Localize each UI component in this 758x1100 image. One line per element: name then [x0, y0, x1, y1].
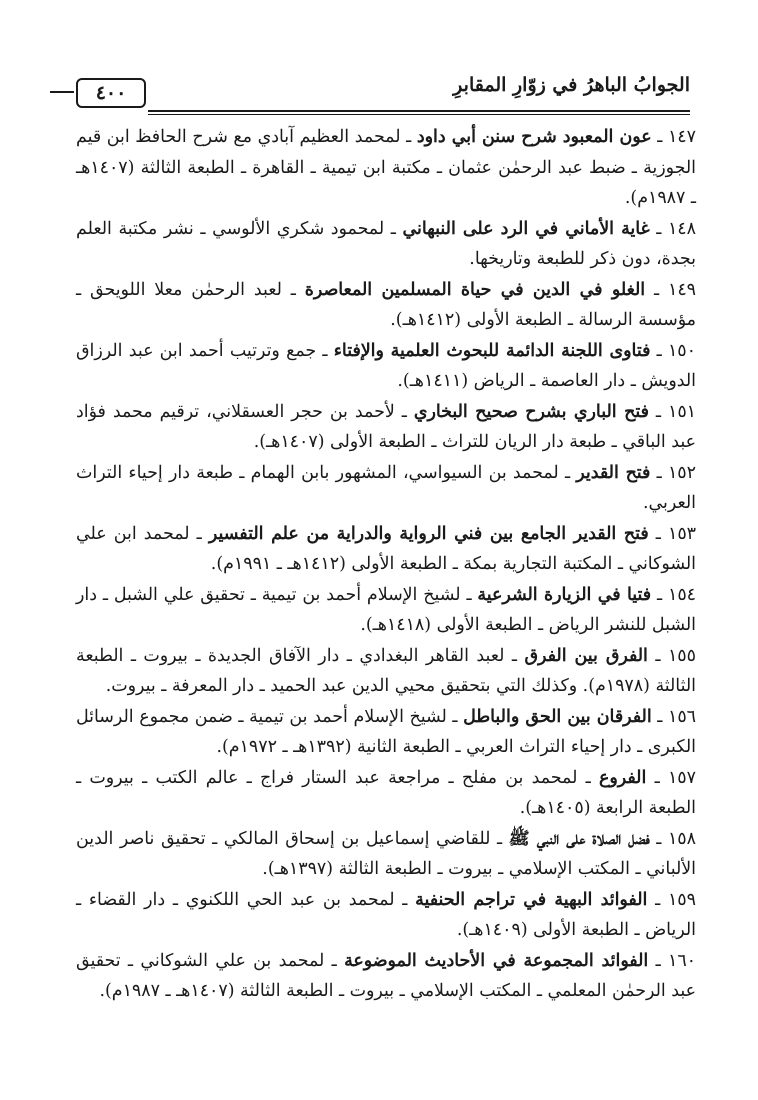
bibliography-entry: ١٥٥ ـ الفرق بين الفرق ـ لعبد القاهر البغدادي ـ دار الآفاق الجديدة ـ بيروت ـ الطبعة الثالثة (١٩٧٨م). وكذلك التي بتحقيق محيي الدين عبد الحميد ـ دار المعرفة ـ بيروت.	[76, 645, 696, 696]
entry-details: لشيخ الإسلام أحمد بن تيمية ـ ضمن مجموع الرسائل الكبرى ـ دار إحياء التراث العربي ـ الطبعة الثانية (١٣٩٢هـ ـ ١٩٧٢م).	[76, 706, 696, 757]
entry-title: فتاوى اللجنة الدائمة للبحوث العلمية والإفتاء	[333, 340, 651, 361]
entry-title: الفرق بين الفرق	[524, 645, 648, 666]
bibliography-entry: ١٦٠ ـ الفوائد المجموعة في الأحاديث الموضوعة ـ لمحمد بن علي الشوكاني ـ تحقيق عبد الرحمٰن المعلمي ـ المكتب الإسلامي ـ بيروت ـ الطبعة الثالثة (١٤٠٧هـ ـ ١٩٨٧م).	[76, 950, 697, 1001]
bibliography-entry: ١٥٩ ـ الفوائد البهية في تراجم الحنفية ـ لمحمد بن عبد الحي اللكنوي ـ دار القضاء ـ الرياض ـ الطبعة الأولى (١٤٠٩هـ).	[76, 889, 696, 940]
entry-number: ١٥٥	[667, 645, 696, 666]
bibliography-entry: ١٥٦ ـ الفرقان بين الحق والباطل ـ لشيخ الإسلام أحمد بن تيمية ـ ضمن مجموع الرسائل الكبرى ـ دار إحياء التراث العربي ـ الطبعة الثانية (١٣٩٢هـ ـ ١٩٧٢م).	[76, 706, 697, 757]
entry-details: لمحمد بن عبد الحي اللكنوي ـ دار القضاء ـ الرياض ـ الطبعة الأولى (١٤٠٩هـ).	[76, 889, 696, 940]
entry-details: لمحمد بن السيواسي، المشهور بابن الهمام ـ طبعة دار إحياء التراث العربي.	[76, 462, 696, 513]
bibliography-entry: ١٤٨ ـ غاية الأماني في الرد على النبهاني ـ لمحمود شكري الألوسي ـ نشر مكتبة العلم بجدة، دون ذكر للطبعة وتاريخها.	[76, 218, 696, 269]
entry-number: ١٥٤	[667, 584, 697, 605]
bibliography-entry: ١٥٧ ـ الفروع ـ لمحمد بن مفلح ـ مراجعة عبد الستار فراج ـ عالم الكتب ـ بيروت ـ الطبعة الرابعة (١٤٠٥هـ).	[76, 767, 696, 818]
page-number: ٤٠٠	[76, 78, 146, 108]
page-header	[58, 72, 690, 112]
entry-details: لمحمود شكري الألوسي ـ نشر مكتبة العلم بجدة، دون ذكر للطبعة وتاريخها.	[76, 218, 696, 269]
entry-details: جمع وترتيب أحمد ابن عبد الرزاق الدويش ـ دار العاصمة ـ الرياض (١٤١١هـ).	[76, 340, 696, 391]
header-rule	[148, 110, 690, 112]
entry-details: للقاضي إسماعيل بن إسحاق المالكي ـ تحقيق ناصر الدين الألباني ـ المكتب الإسلامي ـ بيروت ـ الطبعة الثالثة (١٣٩٧هـ).	[76, 828, 696, 879]
bibliography-entry: ١٥١ ـ فتح الباري بشرح صحيح البخاري ـ لأحمد بن حجر العسقلاني، ترقيم محمد فؤاد عبد الباقي ـ طبعة دار الريان للتراث ـ الطبعة الأولى (١٤٠٧هـ).	[76, 401, 697, 452]
entry-number: ١٥٩	[667, 889, 696, 910]
entry-title: الفرقان بين الحق والباطل	[463, 706, 652, 727]
entry-title: الفوائد البهية في تراجم الحنفية	[415, 889, 648, 910]
entry-details: لشيخ الإسلام أحمد بن تيمية ـ تحقيق علي الشبل ـ دار الشبل للنشر الرياض ـ الطبعة الأولى (١٤١٨هـ).	[76, 584, 696, 635]
entry-title: غاية الأماني في الرد على النبهاني	[402, 218, 650, 239]
entry-number: ١٥٦	[667, 706, 697, 727]
entry-title: فتح الباري بشرح صحيح البخاري	[413, 401, 649, 422]
entry-details: لعبد الرحمٰن معلا اللويحق ـ مؤسسة الرسالة ـ الطبعة الأولى (١٤١٢هـ).	[76, 279, 696, 330]
header-rule-thin	[148, 114, 690, 115]
running-title: الجوابُ الباهرُ في زوّارِ المقابرِ	[453, 74, 690, 96]
entry-number: ١٥١	[667, 401, 697, 422]
bibliography-entry: ١٥٢ ـ فتح القدير ـ لمحمد بن السيواسي، المشهور بابن الهمام ـ طبعة دار إحياء التراث العربي.	[76, 462, 696, 513]
entry-title: الغلو في الدين في حياة المسلمين المعاصرة	[304, 279, 646, 300]
entry-details: لمحمد بن مفلح ـ مراجعة عبد الستار فراج ـ عالم الكتب ـ بيروت ـ الطبعة الرابعة (١٤٠٥هـ).	[76, 767, 696, 818]
entry-title: عون المعبود شرح سنن أبي داود	[416, 127, 652, 147]
entry-number: ١٤٧	[667, 127, 696, 147]
entry-number: ١٥٠	[667, 340, 696, 361]
bibliography-entry: ١٥٠ ـ فتاوى اللجنة الدائمة للبحوث العلمية والإفتاء ـ جمع وترتيب أحمد ابن عبد الرزاق الدويش ـ دار العاصمة ـ الرياض (١٤١١هـ).	[76, 340, 696, 391]
entry-title: الفوائد المجموعة في الأحاديث الموضوعة	[344, 950, 649, 971]
entry-number: ١٦٠	[668, 950, 697, 971]
entry-details: لمحمد بن علي الشوكاني ـ تحقيق عبد الرحمٰن المعلمي ـ المكتب الإسلامي ـ بيروت ـ الطبعة الثالثة (١٤٠٧هـ ـ ١٩٨٧م).	[76, 950, 696, 1001]
entry-details: لمحمد العظيم آبادي مع شرح الحافظ ابن قيم الجوزية ـ ضبط عبد الرحمٰن عثمان ـ مكتبة ابن تيمية ـ القاهرة ـ الطبعة الثالثة (١٤٠٧هـ ـ ١٩٨٧م).	[76, 127, 696, 208]
entry-title: فتيا في الزيارة الشرعية	[477, 584, 652, 605]
bibliography-list	[76, 122, 696, 1007]
entry-title: الفروع	[599, 767, 647, 788]
entry-title: فضل الصلاة على النبي ﷺ	[508, 828, 650, 849]
bibliography-entry: ١٤٧ ـ عون المعبود شرح سنن أبي داود ـ لمحمد العظيم آبادي مع شرح الحافظ ابن قيم الجوزية ـ ضبط عبد الرحمٰن عثمان ـ مكتبة ابن تيمية ـ القاهرة ـ الطبعة الثالثة (١٤٠٧هـ ـ ١٩٨٧م).	[76, 127, 696, 208]
bibliography-entry: ١٤٩ ـ الغلو في الدين في حياة المسلمين المعاصرة ـ لعبد الرحمٰن معلا اللويحق ـ مؤسسة الرسالة ـ الطبعة الأولى (١٤١٢هـ).	[76, 279, 697, 330]
bibliography-entry: ١٥٣ ـ فتح القدير الجامع بين فني الرواية والدراية من علم التفسير ـ لمحمد ابن علي الشوكاني ـ المكتبة التجارية بمكة ـ الطبعة الأولى (١٤١٢هـ ـ ١٩٩١م).	[76, 523, 697, 574]
entry-details: لأحمد بن حجر العسقلاني، ترقيم محمد فؤاد عبد الباقي ـ طبعة دار الريان للتراث ـ الطبعة الأولى (١٤٠٧هـ).	[76, 401, 696, 452]
entry-number: ١٥٢	[667, 462, 696, 483]
entry-number: ١٥٣	[668, 523, 697, 544]
entry-details: لعبد القاهر البغدادي ـ دار الآفاق الجديدة ـ بيروت ـ الطبعة الثالثة (١٩٧٨م). وكذلك التي بتحقيق محيي الدين عبد الحميد ـ دار المعرفة ـ بيروت.	[76, 645, 696, 696]
entry-details: لمحمد ابن علي الشوكاني ـ المكتبة التجارية بمكة ـ الطبعة الأولى (١٤١٢هـ ـ ١٩٩١م).	[76, 523, 696, 574]
bibliography-entry: ١٥٨ ـ فضل الصلاة على النبي ﷺ ـ للقاضي إسماعيل بن إسحاق المالكي ـ تحقيق ناصر الدين الألباني ـ المكتب الإسلامي ـ بيروت ـ الطبعة الثالثة (١٣٩٧هـ).	[76, 828, 696, 879]
entry-number: ١٥٨	[667, 828, 696, 849]
entry-title: فتح القدير الجامع بين فني الرواية والدراية من علم التفسير	[208, 523, 649, 544]
entry-number: ١٥٧	[667, 767, 696, 788]
entry-number: ١٤٩	[667, 279, 697, 300]
header-dash	[50, 91, 74, 93]
bibliography-entry: ١٥٤ ـ فتيا في الزيارة الشرعية ـ لشيخ الإسلام أحمد بن تيمية ـ تحقيق علي الشبل ـ دار الشبل للنشر الرياض ـ الطبعة الأولى (١٤١٨هـ).	[76, 584, 697, 635]
entry-number: ١٤٨	[667, 218, 696, 239]
entry-title: فتح القدير	[576, 462, 651, 483]
